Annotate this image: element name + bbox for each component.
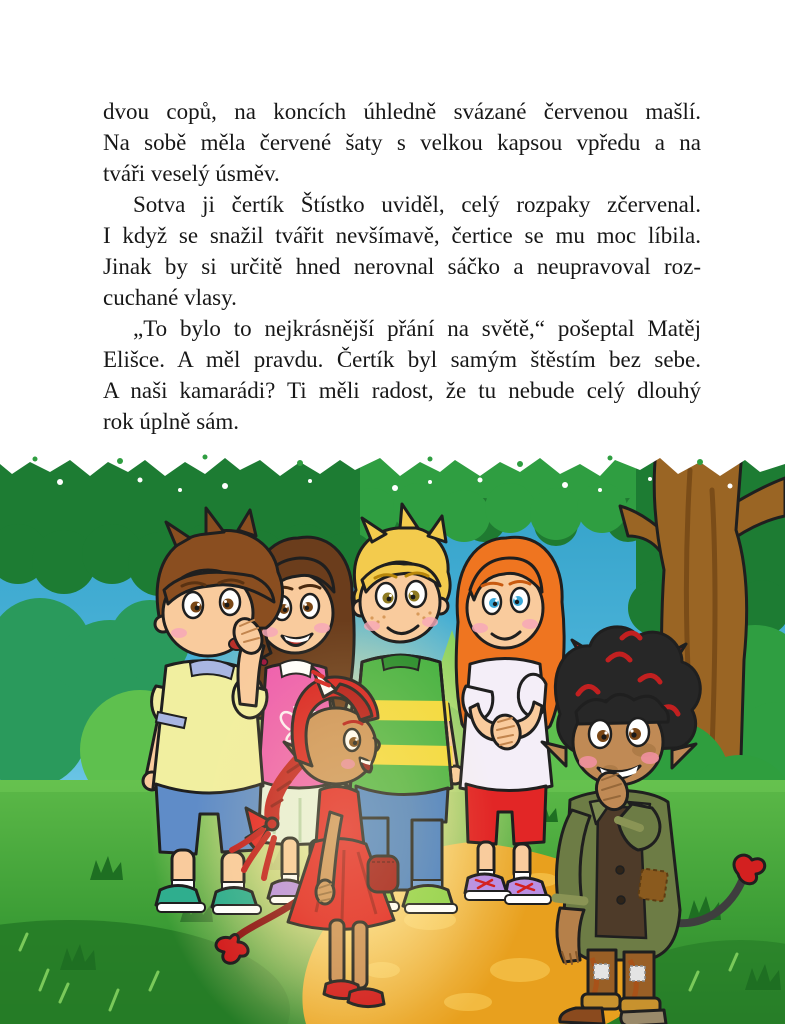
story-text-line: Sotva ji čertík Štístko uviděl, celý rozpaky zčervenal. bbox=[133, 192, 701, 217]
devil-boy-boot bbox=[621, 1010, 666, 1024]
story-text-line: tváři veselý úsměv. bbox=[103, 161, 280, 186]
devil-boy-knee-patch bbox=[630, 966, 645, 981]
story-text-line: Jinak by si určitě hned nerovnal sáčko a neupravoval roz- bbox=[103, 254, 701, 279]
forest-illustration bbox=[0, 450, 785, 1024]
story-text bbox=[103, 96, 701, 437]
story-text-line: dvou copů, na koncích úhledně svázané červenou mašlí. bbox=[103, 99, 701, 124]
story-text-line: „To bylo to nejkrásnější přání na světě,“ pošeptal Matěj bbox=[133, 316, 701, 341]
story-text-line: I když se snažil tvářit nevšímavě, čertice se mu moc líbila. bbox=[103, 223, 701, 248]
devil-boy-boot bbox=[560, 1008, 604, 1024]
story-text-line: A naši kamarádi? Ti měli radost, že tu nebude celý dlouhý bbox=[103, 378, 701, 403]
story-text-line: Elišce. A měl pravdu. Čertík byl samým štěstím bez sebe. bbox=[103, 347, 701, 372]
story-text-line: rok úplně sám. bbox=[103, 409, 240, 434]
devil-boy-jacket-patch bbox=[638, 868, 668, 901]
glow-overlay bbox=[195, 620, 495, 1024]
story-text-line: Na sobě měla červené šaty s velkou kapsou vpředu a na bbox=[103, 130, 701, 155]
story-text-line: cuchané vlasy. bbox=[103, 285, 237, 310]
devil-boy-knee-patch bbox=[594, 964, 609, 979]
